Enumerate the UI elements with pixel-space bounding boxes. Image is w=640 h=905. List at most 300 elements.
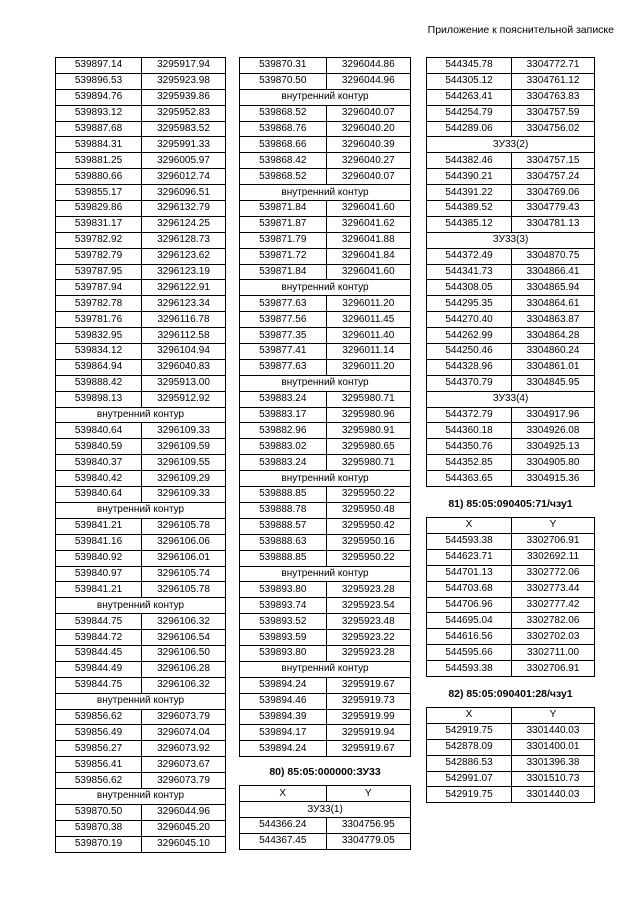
y-coordinate-cell: 3296106.28 <box>142 661 226 677</box>
x-coordinate-cell: 539893.80 <box>240 645 327 661</box>
table-row <box>240 725 411 741</box>
table-row <box>427 533 595 549</box>
x-coordinate-cell: 539871.79 <box>240 232 327 248</box>
contour-label: внутренний контур <box>56 598 226 614</box>
table-row <box>56 725 226 741</box>
table-row <box>427 185 595 201</box>
x-coordinate-cell: 544254.79 <box>427 105 512 121</box>
y-coordinate-cell: 3304845.95 <box>512 375 595 391</box>
y-coordinate-cell: 3296011.45 <box>326 312 411 328</box>
y-coordinate-cell: 3301510.73 <box>512 771 595 787</box>
y-coordinate-cell: 3295923.28 <box>326 645 411 661</box>
x-coordinate-cell: 544305.12 <box>427 73 512 89</box>
x-coordinate-cell: 539877.56 <box>240 312 327 328</box>
y-coordinate-cell: 3295939.86 <box>142 89 226 105</box>
table-row <box>240 391 411 407</box>
x-coordinate-cell: 539844.45 <box>56 645 142 661</box>
table-row <box>427 58 595 74</box>
y-coordinate-cell: 3301400.01 <box>512 739 595 755</box>
table-row <box>56 677 226 693</box>
y-coordinate-cell: 3304779.05 <box>326 833 411 849</box>
y-coordinate-cell: 3296073.79 <box>142 773 226 789</box>
x-coordinate-cell: 539888.78 <box>240 502 327 518</box>
y-coordinate-cell: 3295919.67 <box>326 741 411 757</box>
table-row <box>56 518 226 534</box>
contour-label: внутренний контур <box>240 185 411 201</box>
table-header-row <box>240 786 411 802</box>
table-row <box>427 455 595 471</box>
y-coordinate-cell: 3295919.94 <box>326 725 411 741</box>
table-row <box>240 645 411 661</box>
contour-label: внутренний контур <box>240 471 411 487</box>
x-coordinate-cell: 539840.59 <box>56 439 142 455</box>
table-row <box>427 739 595 755</box>
x-coordinate-cell: 539829.86 <box>56 201 142 217</box>
y-coordinate-cell: 3296040.39 <box>326 137 411 153</box>
x-coordinate-cell: 539887.68 <box>56 121 142 137</box>
table-row <box>240 709 411 725</box>
table-row <box>56 328 226 344</box>
table-row <box>240 312 411 328</box>
table-row <box>427 312 595 328</box>
section-82-table-header <box>427 707 595 723</box>
column-header-y: Y <box>512 707 595 723</box>
table-row <box>427 280 595 296</box>
y-coordinate-cell: 3302706.91 <box>512 533 595 549</box>
x-coordinate-cell: 539868.52 <box>240 169 327 185</box>
section-81-table <box>426 517 595 677</box>
y-coordinate-cell: 3304769.06 <box>512 185 595 201</box>
x-coordinate-cell: 539868.52 <box>240 105 327 121</box>
y-coordinate-cell: 3304761.12 <box>512 73 595 89</box>
x-coordinate-cell: 539870.50 <box>240 73 327 89</box>
y-coordinate-cell: 3296109.33 <box>142 423 226 439</box>
x-coordinate-cell: 539871.84 <box>240 264 327 280</box>
x-coordinate-cell: 539864.94 <box>56 359 142 375</box>
y-coordinate-cell: 3296044.96 <box>326 73 411 89</box>
table-row <box>240 407 411 423</box>
y-coordinate-cell: 3295980.71 <box>326 455 411 471</box>
x-coordinate-cell: 539856.49 <box>56 725 142 741</box>
y-coordinate-cell: 3295991.33 <box>142 137 226 153</box>
x-coordinate-cell: 539883.24 <box>240 391 327 407</box>
table-row <box>240 264 411 280</box>
y-coordinate-cell: 3296041.84 <box>326 248 411 264</box>
y-coordinate-cell: 3296132.79 <box>142 201 226 217</box>
table-row <box>427 597 595 613</box>
x-coordinate-cell: 544372.49 <box>427 248 512 264</box>
coordinates-table <box>239 57 411 757</box>
table-row <box>427 423 595 439</box>
x-coordinate-cell: 539841.21 <box>56 582 142 598</box>
table-row <box>56 312 226 328</box>
x-coordinate-cell: 544308.05 <box>427 280 512 296</box>
x-coordinate-cell: 539898.13 <box>56 391 142 407</box>
table-row <box>427 407 595 423</box>
y-coordinate-cell: 3304757.59 <box>512 105 595 121</box>
table-row <box>56 264 226 280</box>
x-coordinate-cell: 539781.76 <box>56 312 142 328</box>
contour-label-row <box>240 661 411 677</box>
y-coordinate-cell: 3301396.38 <box>512 755 595 771</box>
y-coordinate-cell: 3295950.42 <box>326 518 411 534</box>
y-coordinate-cell: 3295980.91 <box>326 423 411 439</box>
table-row <box>240 359 411 375</box>
contour-label: внутренний контур <box>56 788 226 804</box>
x-coordinate-cell: 544367.45 <box>240 833 327 849</box>
table-row <box>56 471 226 487</box>
x-coordinate-cell: 539868.42 <box>240 153 327 169</box>
table-row <box>427 787 595 803</box>
y-coordinate-cell: 3302702.03 <box>512 629 595 645</box>
table-row <box>427 629 595 645</box>
table-row <box>240 137 411 153</box>
contour-label-row <box>56 407 226 423</box>
x-coordinate-cell: 539893.12 <box>56 105 142 121</box>
y-coordinate-cell: 3295919.99 <box>326 709 411 725</box>
x-coordinate-cell: 539888.42 <box>56 375 142 391</box>
y-coordinate-cell: 3295950.22 <box>326 550 411 566</box>
y-coordinate-cell: 3304779.43 <box>512 201 595 217</box>
x-coordinate-cell: 539840.97 <box>56 566 142 582</box>
x-coordinate-cell: 542919.75 <box>427 787 512 803</box>
x-coordinate-cell: 544366.24 <box>240 817 327 833</box>
table-row <box>240 598 411 614</box>
x-coordinate-cell: 539787.95 <box>56 264 142 280</box>
table-row <box>56 439 226 455</box>
x-coordinate-cell: 539888.85 <box>240 487 327 503</box>
table-row <box>56 582 226 598</box>
contour-label-row <box>240 471 411 487</box>
table-row <box>56 344 226 360</box>
x-coordinate-cell: 539883.02 <box>240 439 327 455</box>
x-coordinate-cell: 539787.94 <box>56 280 142 296</box>
table-row <box>427 565 595 581</box>
x-coordinate-cell: 539782.78 <box>56 296 142 312</box>
x-coordinate-cell: 539888.63 <box>240 534 327 550</box>
y-coordinate-cell: 3296123.34 <box>142 296 226 312</box>
coordinates-column-1 <box>55 57 226 853</box>
section-82-rows <box>427 723 595 802</box>
y-coordinate-cell: 3302706.91 <box>512 661 595 677</box>
y-coordinate-cell: 3296105.78 <box>142 518 226 534</box>
x-coordinate-cell: 542991.07 <box>427 771 512 787</box>
contour-label: внутренний контур <box>240 375 411 391</box>
x-coordinate-cell: 539782.92 <box>56 232 142 248</box>
x-coordinate-cell: 544595.66 <box>427 645 512 661</box>
y-coordinate-cell: 3304917.96 <box>512 407 595 423</box>
table-row <box>56 280 226 296</box>
table-row <box>240 216 411 232</box>
y-coordinate-cell: 3296011.20 <box>326 359 411 375</box>
y-coordinate-cell: 3296045.10 <box>142 836 226 852</box>
table-row <box>56 73 226 89</box>
x-coordinate-cell: 544703.68 <box>427 581 512 597</box>
y-coordinate-cell: 3296011.20 <box>326 296 411 312</box>
x-coordinate-cell: 539870.50 <box>56 804 142 820</box>
x-coordinate-cell: 539871.84 <box>240 201 327 217</box>
y-coordinate-cell: 3304866.41 <box>512 264 595 280</box>
y-coordinate-cell: 3304915.36 <box>512 471 595 487</box>
y-coordinate-cell: 3295919.67 <box>326 677 411 693</box>
table-row <box>240 693 411 709</box>
x-coordinate-cell: 539844.49 <box>56 661 142 677</box>
y-coordinate-cell: 3304861.01 <box>512 359 595 375</box>
section-title: 81) 85:05:090405:71/чзу1 <box>448 498 573 511</box>
y-coordinate-cell: 3304864.28 <box>512 328 595 344</box>
x-coordinate-cell: 539881.25 <box>56 153 142 169</box>
y-coordinate-cell: 3296041.60 <box>326 201 411 217</box>
x-coordinate-cell: 539856.27 <box>56 741 142 757</box>
y-coordinate-cell: 3304763.83 <box>512 89 595 105</box>
y-coordinate-cell: 3296041.62 <box>326 216 411 232</box>
x-coordinate-cell: 539893.52 <box>240 614 327 630</box>
y-coordinate-cell: 3304757.24 <box>512 169 595 185</box>
table-row <box>56 232 226 248</box>
table-row <box>56 661 226 677</box>
section-80-table <box>239 785 411 850</box>
table-row <box>427 344 595 360</box>
x-coordinate-cell: 544706.96 <box>427 597 512 613</box>
x-coordinate-cell: 544616.56 <box>427 629 512 645</box>
table-row <box>240 582 411 598</box>
x-coordinate-cell: 539877.63 <box>240 296 327 312</box>
table-row <box>240 121 411 137</box>
y-coordinate-cell: 3304756.02 <box>512 121 595 137</box>
table-row <box>240 296 411 312</box>
x-coordinate-cell: 539782.79 <box>56 248 142 264</box>
table-row <box>56 185 226 201</box>
x-coordinate-cell: 539894.39 <box>240 709 327 725</box>
x-coordinate-cell: 544623.71 <box>427 549 512 565</box>
x-coordinate-cell: 544360.18 <box>427 423 512 439</box>
x-coordinate-cell: 544389.52 <box>427 201 512 217</box>
table-row <box>56 121 226 137</box>
table-row <box>427 328 595 344</box>
y-coordinate-cell: 3295913.00 <box>142 375 226 391</box>
x-coordinate-cell: 539883.17 <box>240 407 327 423</box>
x-coordinate-cell: 539868.66 <box>240 137 327 153</box>
y-coordinate-cell: 3296105.74 <box>142 566 226 582</box>
x-coordinate-cell: 539840.42 <box>56 471 142 487</box>
table-row <box>240 741 411 757</box>
y-coordinate-cell: 3296041.88 <box>326 232 411 248</box>
coordinates-table <box>426 57 595 487</box>
contour-label: внутренний контур <box>56 693 226 709</box>
y-coordinate-cell: 3295923.28 <box>326 582 411 598</box>
y-coordinate-cell: 3295983.52 <box>142 121 226 137</box>
x-coordinate-cell: 539871.72 <box>240 248 327 264</box>
table-row <box>56 423 226 439</box>
x-coordinate-cell: 539894.76 <box>56 89 142 105</box>
y-coordinate-cell: 3296124.25 <box>142 216 226 232</box>
table-row <box>56 550 226 566</box>
y-coordinate-cell: 3304905.80 <box>512 455 595 471</box>
x-coordinate-cell: 539894.46 <box>240 693 327 709</box>
table-row <box>56 296 226 312</box>
table-row <box>240 423 411 439</box>
y-coordinate-cell: 3302711.00 <box>512 645 595 661</box>
y-coordinate-cell: 3296105.78 <box>142 582 226 598</box>
y-coordinate-cell: 3295919.73 <box>326 693 411 709</box>
x-coordinate-cell: 539877.35 <box>240 328 327 344</box>
y-coordinate-cell: 3302777.42 <box>512 597 595 613</box>
y-coordinate-cell: 3296073.92 <box>142 741 226 757</box>
x-coordinate-cell: 539888.85 <box>240 550 327 566</box>
x-coordinate-cell: 539834.12 <box>56 344 142 360</box>
x-coordinate-cell: 544263.41 <box>427 89 512 105</box>
contour-label: внутренний контур <box>56 502 226 518</box>
table-row <box>427 89 595 105</box>
x-coordinate-cell: 544372.79 <box>427 407 512 423</box>
table-row <box>240 833 411 849</box>
y-coordinate-cell: 3296045.20 <box>142 820 226 836</box>
x-coordinate-cell: 544295.35 <box>427 296 512 312</box>
contour-label-row <box>56 788 226 804</box>
y-coordinate-cell: 3296106.32 <box>142 677 226 693</box>
x-coordinate-cell: 539877.41 <box>240 344 327 360</box>
x-coordinate-cell: 539844.75 <box>56 677 142 693</box>
table-row <box>240 328 411 344</box>
x-coordinate-cell: 539856.62 <box>56 709 142 725</box>
table-row <box>56 487 226 503</box>
table-row <box>240 232 411 248</box>
y-coordinate-cell: 3296073.67 <box>142 757 226 773</box>
x-coordinate-cell: 539884.31 <box>56 137 142 153</box>
x-coordinate-cell: 539840.64 <box>56 423 142 439</box>
contour-label-row <box>240 185 411 201</box>
x-coordinate-cell: 539840.37 <box>56 455 142 471</box>
table-row <box>240 169 411 185</box>
y-coordinate-cell: 3296040.27 <box>326 153 411 169</box>
contour-label: внутренний контур <box>56 407 226 423</box>
column-header-x: X <box>427 518 512 534</box>
table-row <box>240 487 411 503</box>
table-row <box>427 121 595 137</box>
contour-label: ЗУ33(2) <box>427 137 595 153</box>
y-coordinate-cell: 3296109.29 <box>142 471 226 487</box>
y-coordinate-cell: 3295980.96 <box>326 407 411 423</box>
contour-label-row <box>240 566 411 582</box>
table-row <box>240 677 411 693</box>
table-row <box>427 216 595 232</box>
x-coordinate-cell: 544391.22 <box>427 185 512 201</box>
y-coordinate-cell: 3295923.98 <box>142 73 226 89</box>
table-row <box>240 105 411 121</box>
y-coordinate-cell: 3296040.07 <box>326 169 411 185</box>
table-row <box>427 375 595 391</box>
table-row <box>427 73 595 89</box>
x-coordinate-cell: 544289.06 <box>427 121 512 137</box>
y-coordinate-cell: 3296106.06 <box>142 534 226 550</box>
x-coordinate-cell: 544701.13 <box>427 565 512 581</box>
table-row <box>240 73 411 89</box>
x-coordinate-cell: 539840.64 <box>56 487 142 503</box>
table-row <box>427 169 595 185</box>
x-coordinate-cell: 544341.73 <box>427 264 512 280</box>
table-row <box>427 153 595 169</box>
x-coordinate-cell: 539841.16 <box>56 534 142 550</box>
x-coordinate-cell: 539888.57 <box>240 518 327 534</box>
table-header-row <box>427 518 595 534</box>
y-coordinate-cell: 3302772.06 <box>512 565 595 581</box>
table-row <box>240 550 411 566</box>
table-row <box>427 471 595 487</box>
table-row <box>56 630 226 646</box>
table-row <box>427 248 595 264</box>
table-row <box>56 153 226 169</box>
table-row <box>240 248 411 264</box>
y-coordinate-cell: 3296106.32 <box>142 614 226 630</box>
table-row <box>56 645 226 661</box>
y-coordinate-cell: 3296109.55 <box>142 455 226 471</box>
y-coordinate-cell: 3295912.92 <box>142 391 226 407</box>
x-coordinate-cell: 539841.21 <box>56 518 142 534</box>
x-coordinate-cell: 539877.63 <box>240 359 327 375</box>
coordinates-table-body <box>56 58 226 853</box>
x-coordinate-cell: 544262.99 <box>427 328 512 344</box>
y-coordinate-cell: 3296040.20 <box>326 121 411 137</box>
x-coordinate-cell: 539871.87 <box>240 216 327 232</box>
y-coordinate-cell: 3296116.78 <box>142 312 226 328</box>
table-row <box>56 105 226 121</box>
contour-label-row <box>427 137 595 153</box>
x-coordinate-cell: 539894.24 <box>240 741 327 757</box>
section-80-rows <box>240 802 411 850</box>
y-coordinate-cell: 3295950.22 <box>326 487 411 503</box>
y-coordinate-cell: 3301440.03 <box>512 723 595 739</box>
coordinates-table-body <box>240 58 411 757</box>
contour-label-row <box>427 232 595 248</box>
y-coordinate-cell: 3304756.95 <box>326 817 411 833</box>
column-header-y: Y <box>326 786 411 802</box>
table-row <box>56 216 226 232</box>
y-coordinate-cell: 3296073.79 <box>142 709 226 725</box>
section-81-rows <box>427 533 595 676</box>
table-row <box>427 549 595 565</box>
y-coordinate-cell: 3296104.94 <box>142 344 226 360</box>
y-coordinate-cell: 3296106.01 <box>142 550 226 566</box>
column-header-y: Y <box>512 518 595 534</box>
table-row <box>240 455 411 471</box>
table-row <box>56 836 226 852</box>
table-row <box>56 248 226 264</box>
x-coordinate-cell: 539844.75 <box>56 614 142 630</box>
x-coordinate-cell: 539882.96 <box>240 423 327 439</box>
contour-label: внутренний контур <box>240 89 411 105</box>
x-coordinate-cell: 539880.66 <box>56 169 142 185</box>
table-row <box>56 89 226 105</box>
contour-label: ЗУ33(3) <box>427 232 595 248</box>
table-row <box>56 773 226 789</box>
table-row <box>56 709 226 725</box>
x-coordinate-cell: 544250.46 <box>427 344 512 360</box>
table-row <box>56 375 226 391</box>
x-coordinate-cell: 544382.46 <box>427 153 512 169</box>
table-row <box>427 439 595 455</box>
y-coordinate-cell: 3296041.60 <box>326 264 411 280</box>
contour-label: внутренний контур <box>240 280 411 296</box>
section-title: 80) 85:05:000000:ЗУ33 <box>269 766 381 779</box>
y-coordinate-cell: 3295923.22 <box>326 630 411 646</box>
x-coordinate-cell: 539897.14 <box>56 58 142 74</box>
y-coordinate-cell: 3304772.71 <box>512 58 595 74</box>
table-row <box>240 614 411 630</box>
table-row <box>240 201 411 217</box>
table-row <box>56 455 226 471</box>
x-coordinate-cell: 539856.41 <box>56 757 142 773</box>
contour-label-row <box>56 598 226 614</box>
